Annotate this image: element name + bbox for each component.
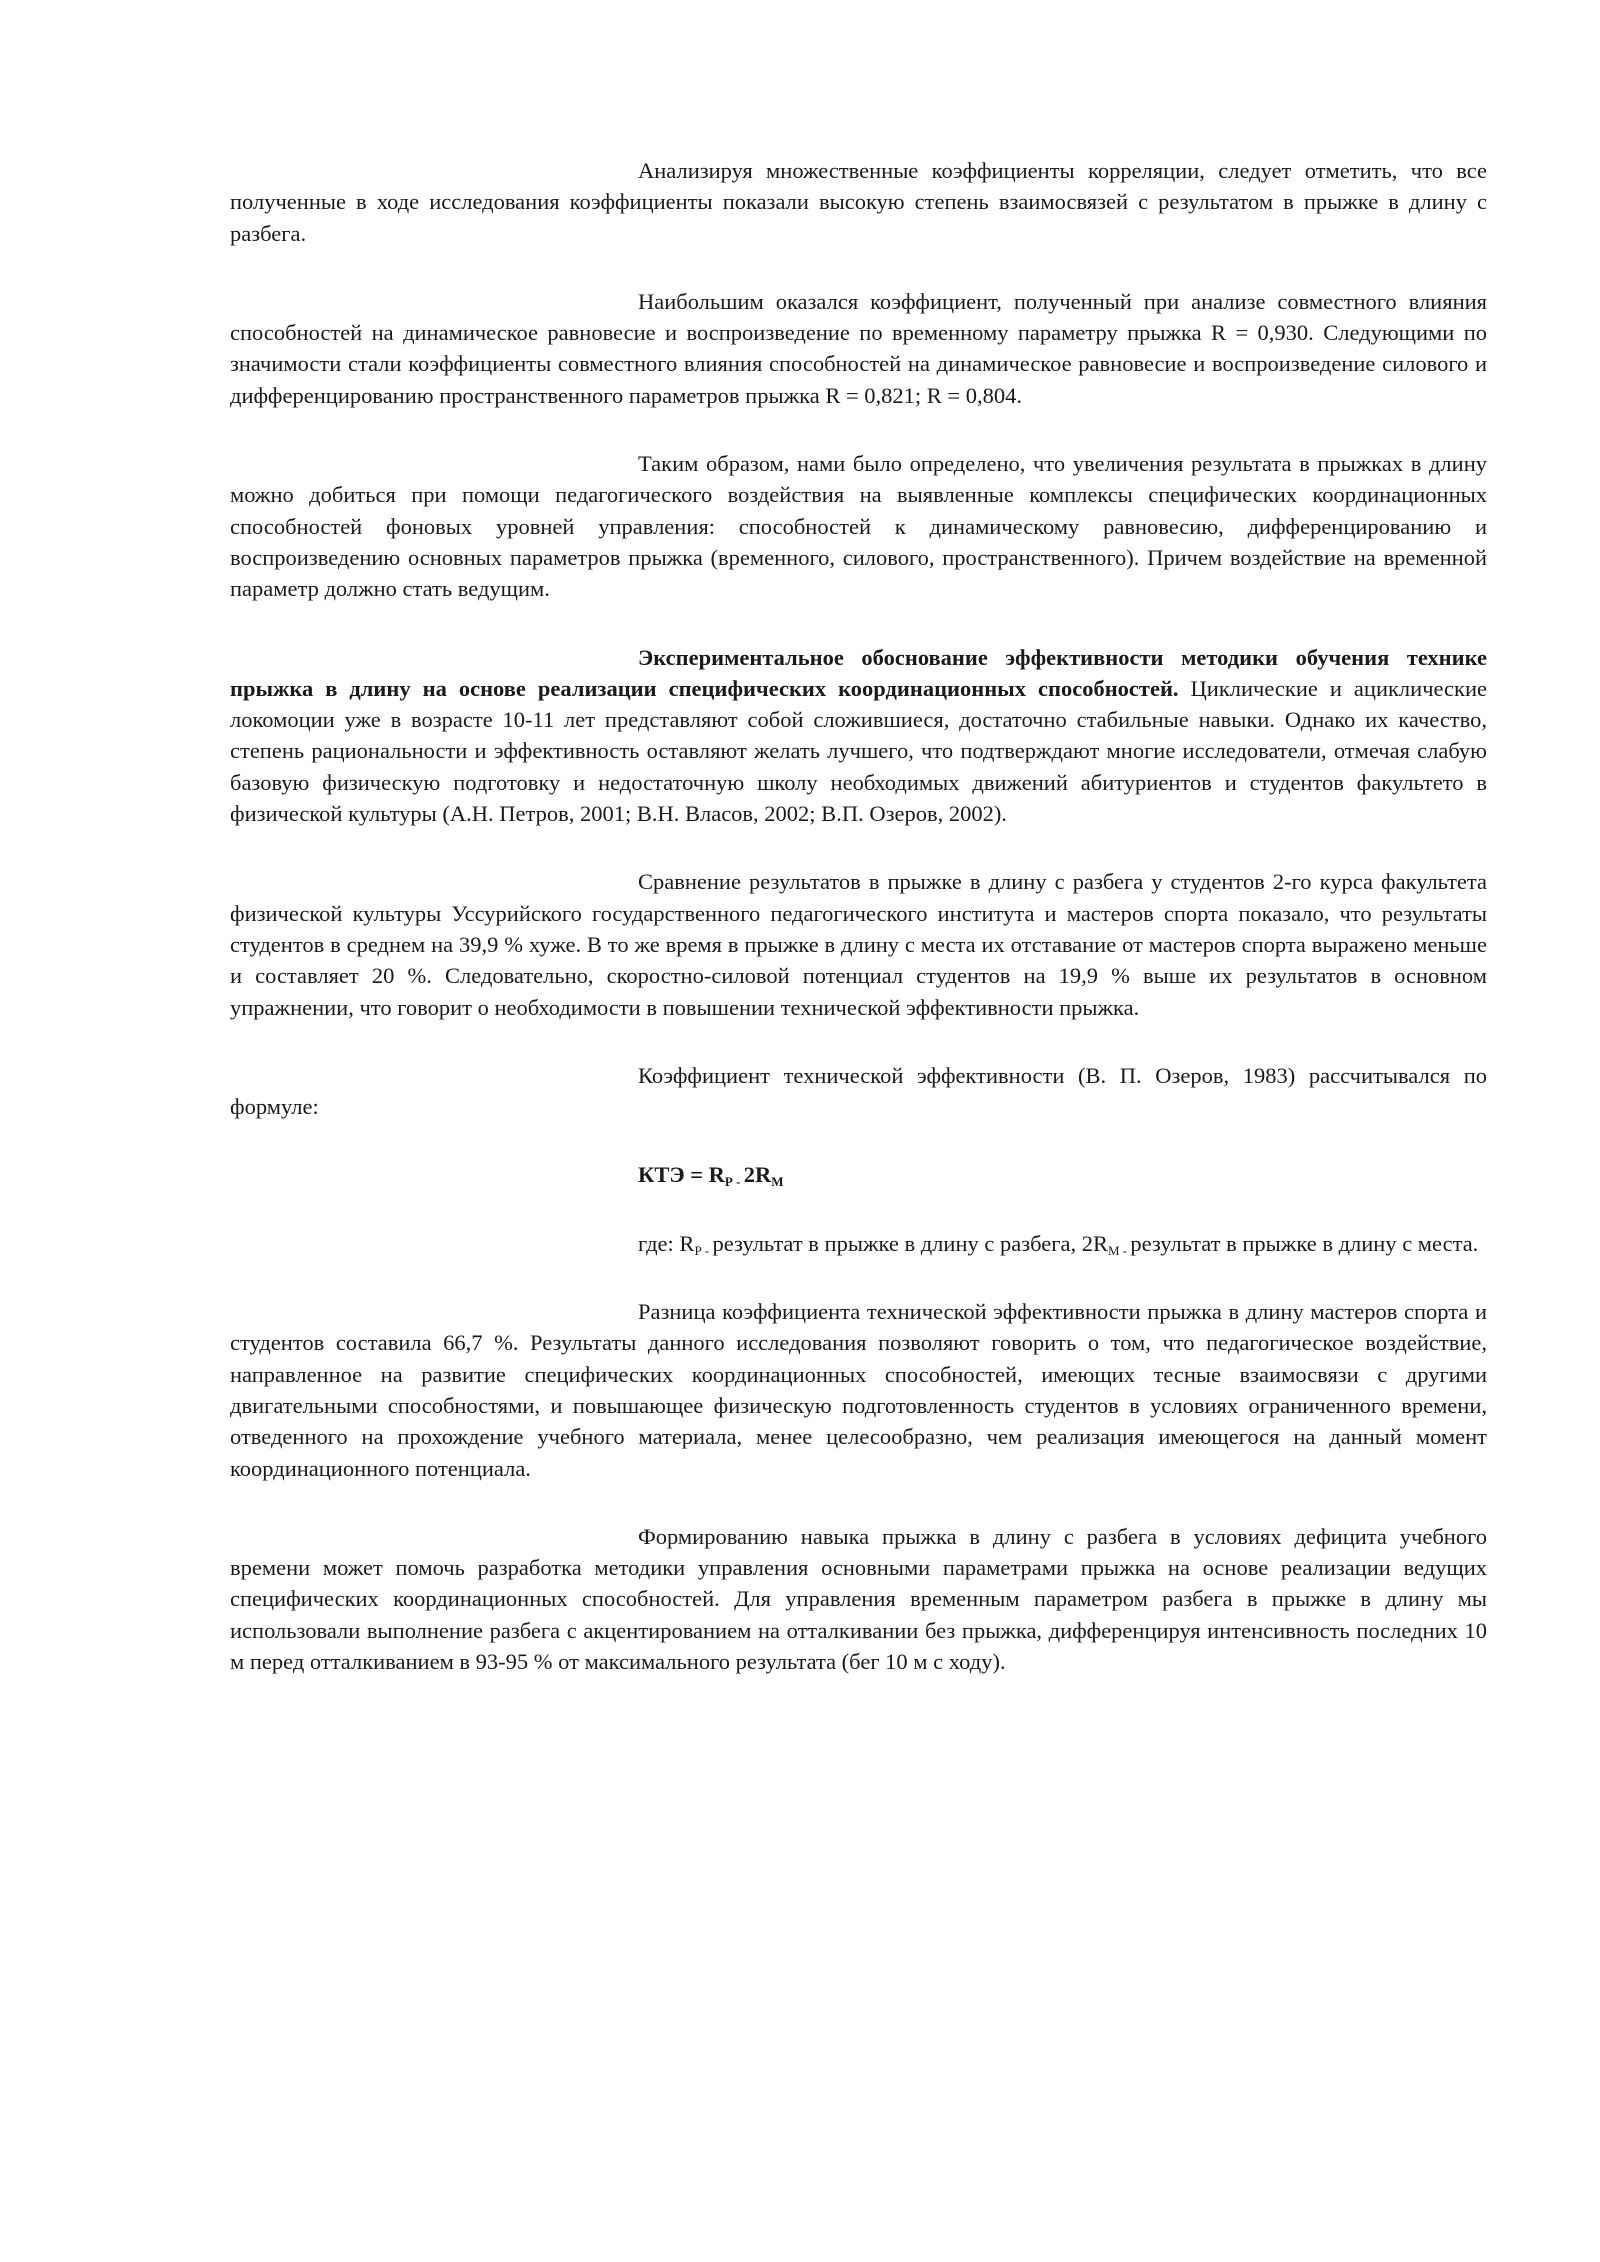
- section-text: Циклические и ациклические локомоции уже в возрасте 10-11 лет представляют собой сложившиеся, достаточно стабильные навыки. Однако их качество, степень рациональности и эффективность оставляют желать лучшего, что подтверждают многие исследователи, отмечая слабую базовую физическую подготовку и недостаточную школу необходимых движений абитуриентов и студентов факультето в физической культуры (А.Н. Петров, 2001; В.Н. Власов, 2002; В.П. Озеров, 2002).: [230, 675, 1488, 827]
- paragraph-formula-legend: [230, 1228, 1487, 1259]
- formula-lhs: КТЭ = R: [638, 1162, 725, 1188]
- paragraph-correlation-analysis: Анализируя множественные коэффициенты корреляции, следует отметить, что все полученные в ходе исследования коэффициенты показали высокую степень взаимосвязей с результатом в прыжке в длину с разбега.: [230, 158, 1487, 246]
- legend-sub-m: М -: [1107, 1242, 1131, 1258]
- paragraph-coefficient-difference: Разница коэффициента технической эффективности прыжка в длину мастеров спорта и студентов составила 66,7 %. Результаты данного исследования позволяют говорить о том, что педагогическое воздействие, направленное на развитие специфических координационных способностей, имеющих тесные взаимосвязи с другими двигательными способностями, и повышающее физическую подготовленность студентов в условиях ограниченного времени, отведенного на прохождение учебного материала, менее целесообразно, чем реализация имеющегося на данный момент координационного потенциала.: [230, 1299, 1487, 1481]
- paragraph-conclusion: Таким образом, нами было определено, что увеличения результата в прыжках в длину можно добиться при помощи педагогического воздействия на выявленные комплексы специфических координационных способностей фоновых уровней управления: способностей к динамическому равновесию, дифференцированию и воспроизведению основных параметров прыжка (временного, силового, пространственного). Причем воздействие на временной параметр должно стать ведущим.: [230, 451, 1487, 602]
- paragraph-results-comparison: Сравнение результатов в прыжке в длину с разбега у студентов 2-го курса факультета физической культуры Уссурийского государственного педагогического института и мастеров спорта показало, что результаты студентов в среднем на 39,9 % хуже. В то же время в прыжке в длину с места их отставание от мастеров спорта выражено меньше и составляет 20 %. Следовательно, скоростно-силовой потенциал студентов на 19,9 % выше их результатов в основном упражнении, что говорит о необходимости в повышении технической эффективности прыжка.: [230, 869, 1487, 1020]
- formula-mid: 2R: [743, 1162, 772, 1188]
- paragraph-experimental-section: [230, 642, 1487, 830]
- document-page: [230, 155, 1487, 1714]
- paragraph-skill-formation: Формированию навыка прыжка в длину с разбега в условиях дефицита учебного времени может помочь разработка методики управления основными параметрами прыжка на основе реализации ведущих специфических координационных способностей. Для управления временным параметром разбега в прыжке в длину мы использовали выполнение разбега с акцентированием на отталкивании без прыжка, дифференцируя интенсивность последних 10 м перед отталкиванием в 93-95 % от максимального результата (бег 10 м с ходу).: [230, 1523, 1487, 1674]
- legend-part-a: где: R: [638, 1230, 695, 1256]
- section-heading: Экспериментальное обоснование эффективности методики обучения технике прыжка в длину на основе реализации специфических координационных способностей.: [230, 644, 1487, 701]
- formula-sub-p: Р -: [724, 1174, 744, 1190]
- paragraph-largest-coefficient: Наибольшим оказался коэффициент, полученный при анализе совместного влияния способностей на динамическое равновесие и воспроизведение по временному параметру прыжка R = 0,930. Следующими по значимости стали коэффициенты совместного влияния способностей на динамическое равновесие и воспроизведение силового и дифференцированию пространственного параметров прыжка R = 0,821; R = 0,804.: [230, 288, 1487, 408]
- formula-kte: [230, 1159, 1487, 1190]
- legend-part-b: результат в прыжке в длину с разбега, 2R: [712, 1230, 1108, 1256]
- legend-part-c: результат в прыжке в длину с места.: [1130, 1230, 1479, 1256]
- legend-sub-p: Р -: [694, 1242, 713, 1258]
- paragraph-coefficient-intro: Коэффициент технической эффективности (В. П. Озеров, 1983) рассчитывался по формуле:: [230, 1062, 1487, 1120]
- formula-sub-m: М: [771, 1174, 784, 1190]
